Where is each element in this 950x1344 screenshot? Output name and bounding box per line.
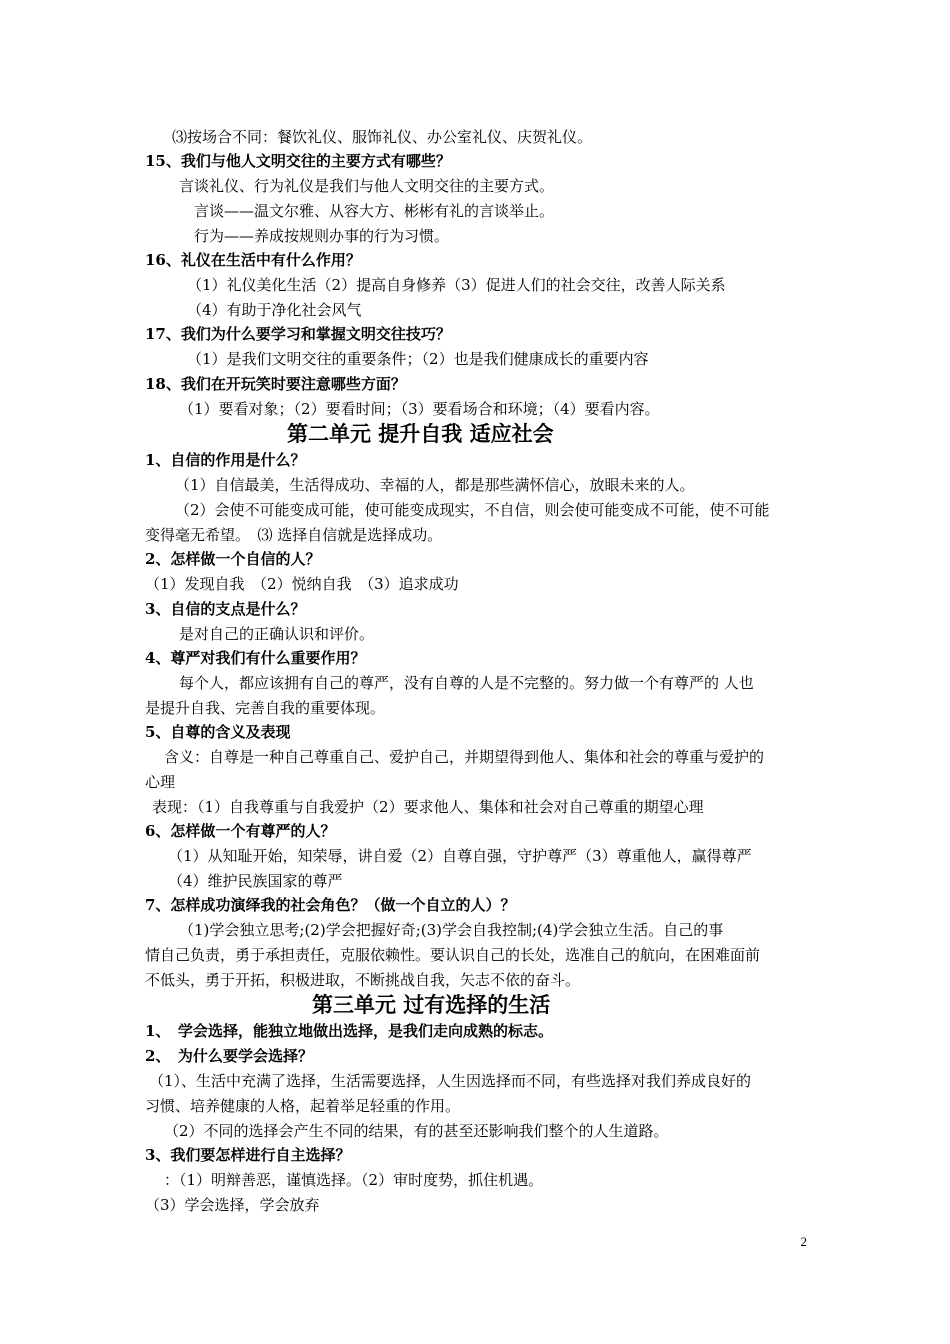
question-heading: 18、我们在开玩笑时要注意哪些方面？ <box>145 375 406 393</box>
question-heading: 1、自信的作用是什么？ <box>145 451 306 469</box>
question-heading: 15、我们与他人文明交往的主要方式有哪些？ <box>145 152 451 170</box>
question-heading: 3、我们要怎样进行自主选择？ <box>145 1146 351 1164</box>
text-line: ：（1）明辩善恶，谨慎选择。（2）审时度势，抓住机遇。 <box>164 1171 544 1189</box>
page-number: 2 <box>800 1234 807 1249</box>
question-heading: 17、我们为什么要学习和掌握文明交往技巧？ <box>145 325 451 343</box>
question-heading: 7、怎样成功演绎我的社会角色？（做一个自立的人）？ <box>145 896 516 914</box>
text-line: （4）维护民族国家的尊严 <box>168 872 343 890</box>
question-heading: 3、自信的支点是什么？ <box>145 600 306 618</box>
text-line: （1）从知耻开始，知荣辱，讲自爱（2）自尊自强，守护尊严（3）尊重他人，赢得尊严 <box>168 847 752 865</box>
text-line: 每个人，都应该拥有自己的尊严，没有自尊的人是不完整的。努力做一个有尊严的 人也 <box>179 674 754 692</box>
text-line: 含义：自尊是一种自己尊重自己、爱护自己，并期望得到他人、集体和社会的尊重与爱护的 <box>164 748 765 766</box>
text-line: 不低头，勇于开拓，积极进取，不断挑战自我，矢志不依的奋斗。 <box>145 971 581 989</box>
text-line: 情自己负责，勇于承担责任，克服依赖性。要认识自己的长处，选准自己的航向，在困难面前 <box>145 946 761 964</box>
text-line: 是提升自我、完善自我的重要体现。 <box>145 699 386 717</box>
text-line: （1）是我们文明交往的重要条件；（2）也是我们健康成长的重要内容 <box>187 350 649 368</box>
question-heading: 2、 为什么要学会选择？ <box>145 1047 313 1065</box>
text-line: 习惯、培养健康的人格，起着举足轻重的作用。 <box>145 1097 461 1115</box>
text-line: （2）不同的选择会产生不同的结果，有的甚至还影响我们整个的人生道路。 <box>164 1122 669 1140</box>
question-heading: 2、怎样做一个自信的人？ <box>145 550 321 568</box>
text-line: 心理 <box>145 773 176 791</box>
question-heading: 16、礼仪在生活中有什么作用？ <box>145 251 361 269</box>
text-line: 言谈——温文尔雅、从容大方、彬彬有礼的言谈举止。 <box>194 202 555 220</box>
text-line: （1）要看对象；（2）要看时间；（3）要看场合和环境；（4）要看内容。 <box>179 400 660 418</box>
unit-title: 第二单元 提升自我 适应社会 <box>287 421 554 446</box>
text-line: （1）礼仪美化生活（2）提高自身修养（3）促进人们的社会交往，改善人际关系 <box>187 276 726 294</box>
question-heading: 1、 学会选择，能独立地做出选择，是我们走向成熟的标志。 <box>145 1022 553 1040</box>
unit-title: 第三单元 过有选择的生活 <box>312 992 551 1017</box>
text-line: （4）有助于净化社会风气 <box>187 301 362 319</box>
text-line: （1）自信最美，生活得成功、幸福的人，都是那些满怀信心，放眼未来的人。 <box>175 476 695 494</box>
question-heading: 5、自尊的含义及表现 <box>145 723 291 741</box>
question-heading: 4、尊严对我们有什么重要作用？ <box>145 649 366 667</box>
question-heading: 6、怎样做一个有尊严的人？ <box>145 822 336 840</box>
text-line: （1)学会独立思考;(2)学会把握好奇;(3)学会自我控制;(4)学会独立生活。自己的事 <box>179 921 724 939</box>
text-line: （1）发现自我 （2）悦纳自我 （3）追求成功 <box>145 575 459 593</box>
text-line: （2）会使不可能变成可能，使可能变成现实，不自信，则会使可能变成不可能，使不可能 <box>175 501 770 519</box>
text-line: 言谈礼仪、行为礼仪是我们与他人文明交往的主要方式。 <box>179 177 555 195</box>
text-line: （3）学会选择，学会放弃 <box>145 1196 320 1214</box>
text-line: （1）、生活中充满了选择，生活需要选择，人生因选择而不同，有些选择对我们养成良好的 <box>149 1072 752 1090</box>
text-line: 是对自己的正确认识和评价。 <box>179 625 375 643</box>
text-line: ⑶按场合不同：餐饮礼仪、服饰礼仪、办公室礼仪、庆贺礼仪。 <box>172 128 593 146</box>
text-line: 变得毫无希望。 ⑶ 选择自信就是选择成功。 <box>145 526 443 544</box>
text-line: 行为——养成按规则办事的行为习惯。 <box>194 227 450 245</box>
text-line: 表现：（1）自我尊重与自我爱护（2）要求他人、集体和社会对自己尊重的期望心理 <box>152 798 704 816</box>
